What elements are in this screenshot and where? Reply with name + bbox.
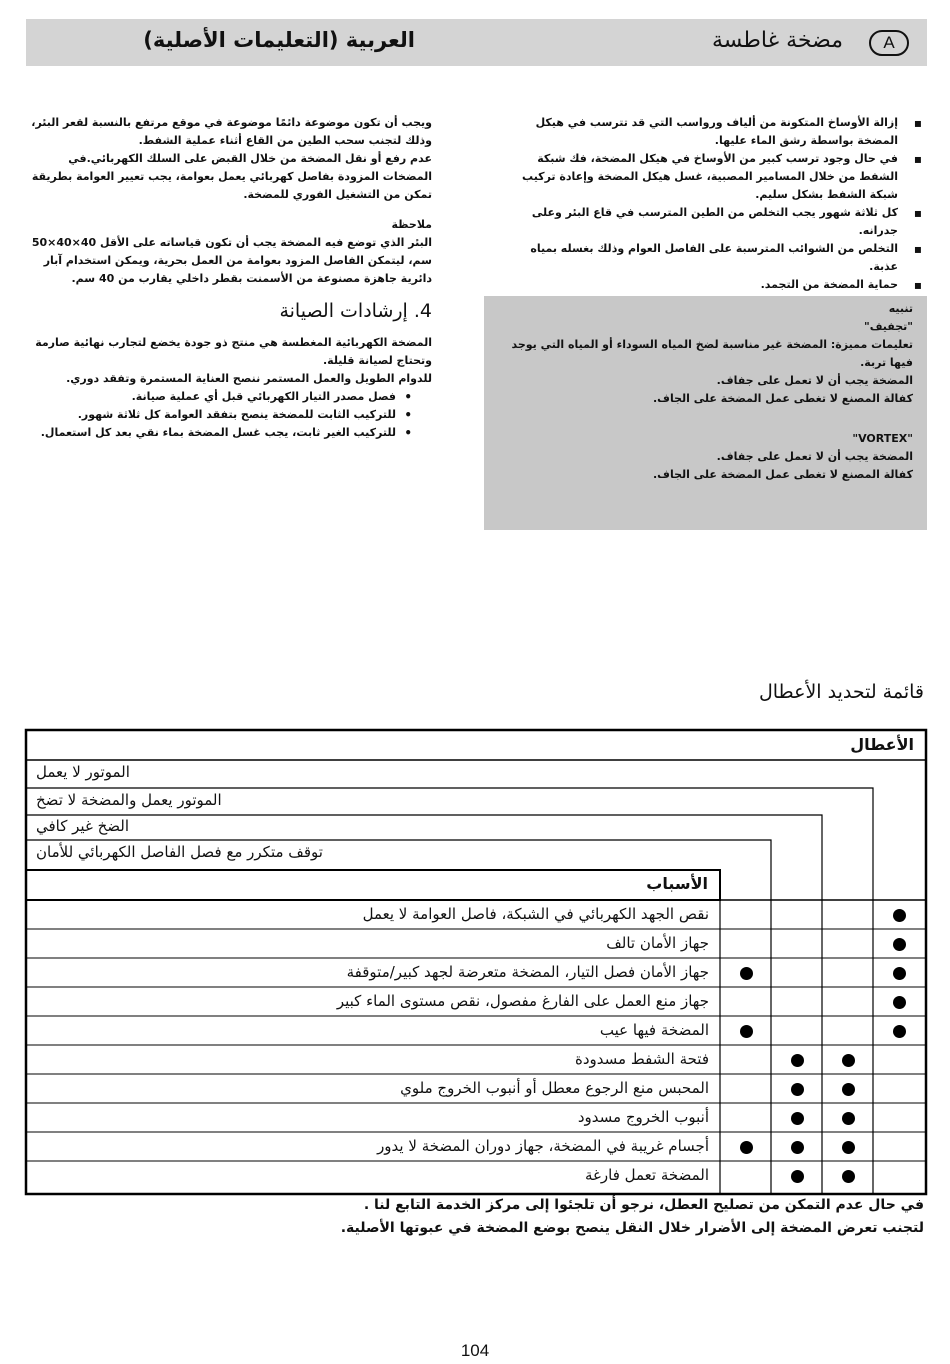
fault-label: الضخ غير كافي (36, 817, 129, 835)
language-title: العربية (التعليمات الأصلية) (143, 28, 415, 52)
fault-cause-mark (842, 1054, 855, 1067)
fault-cause-mark (842, 1083, 855, 1096)
fault-cause-mark (740, 967, 753, 980)
fault-cause-mark (893, 938, 906, 951)
section-intro: المضخة الكهربائية المغطسة هي منتج ذو جودة يخضع لتجارب نهائية صارمة وتحتاج لصيانة قليلة. (35, 336, 432, 367)
footer-line: لتجنب تعرض المضخة إلى الأضرار خلال النقل ينصح بوضع المضخة في عبوتها الأصلية. (340, 1220, 924, 1236)
warning-line: كفالة المصنع لا تغطى عمل المضخة على الجاف. (652, 392, 913, 405)
section-title: 4. إرشادات الصيانة (279, 300, 432, 322)
list-item: • للتركيب الثابت للمضخة ينصح بتفقد العوامة كل ثلاثة شهور. (26, 406, 432, 424)
fault-cause-mark (740, 1025, 753, 1038)
cause-label: نقص الجهد الكهربائي في الشبكة، فاصل العوامة لا يعمل (362, 905, 709, 923)
fault-cause-mark (842, 1112, 855, 1125)
fault-cause-mark (791, 1083, 804, 1096)
list-item: • فصل مصدر التيار الكهربائي قبل أي عملية صيانة. (26, 388, 432, 406)
cause-label: جهاز الأمان تالف (606, 934, 709, 952)
fault-label: توقف متكرر مع فصل الفاصل الكهربائي للأمان (36, 843, 323, 861)
fault-cause-mark (893, 967, 906, 980)
fault-cause-mark (791, 1141, 804, 1154)
footer-line: في حال عدم التمكن من تصليح العطل، نرجو أن تلجئوا إلى مركز الخدمة التابع لنا . (363, 1197, 924, 1213)
warning-title: تنبيه (888, 302, 913, 315)
list-item: ▪ كل ثلاثة شهور يجب التخلص من الطين المترسب في قاع البئر وعلى جدرانه. (514, 204, 924, 240)
list-item: ▪ في حال وجود ترسب كبير من الأوساخ في هيكل المضخة، فك شبكة الشفط من خلال المسامير المصبية، غسل هيكل المضخة وإعادة تركيب شبكة الشفط بشكل سليم. (514, 150, 924, 204)
vortex-label: "VORTEX" (852, 432, 913, 445)
note-text: البئر الذي توضع فيه المضخة يجب أن تكون قياساته على الأقل 40×40×50 سم، ليتمكن الفاصل المزود بعوامة من العمل بحرية، ويمكن استخدام آبار دائرية جاهزة مصنوعة من الأسمنت بقطر داخلي يقارب من 40 سم. (31, 236, 432, 285)
product-title: مضخة غاطسة (712, 28, 843, 53)
page-number: 104 (460, 1341, 490, 1360)
causes-header: الأسباب (646, 874, 708, 893)
list-item: ▪ التخلص من الشوائب المترسبة على الفاصل العوام وذلك بغسله بمياه عذبة. (514, 240, 924, 276)
cause-label: أجسام غريبة في المضخة، جهاز دوران المضخة لا يدور (377, 1137, 709, 1155)
section-badge: A (869, 30, 909, 56)
section-intro-2: للدوام الطويل والعمل المستمر ننصح العناية المستمرة وتفقد دوري. (66, 372, 432, 385)
fault-label: الموتور يعمل والمضخة لا تضخ (36, 791, 222, 809)
vortex-line: كفالة المصنع لا تغطى عمل المضخة على الجاف. (652, 468, 913, 481)
list-item: • للتركيب الغير ثابت، يجب غسل المضخة بماء نقي بعد كل استعمال. (26, 424, 432, 442)
faults-header: الأعطال (850, 735, 914, 754)
paragraph: ويجب أن تكون موضوعة دائمًا موضوعة في موقع مرتفع بالنسبة لقعر البئر، وذلك لتجنب سحب الطين من القاع أثناء عملية الشفط. (31, 116, 432, 147)
cause-label: فتحة الشفط مسدودة (575, 1050, 709, 1068)
fault-cause-mark (740, 1141, 753, 1154)
fault-cause-mark (791, 1054, 804, 1067)
cause-label: أنبوب الخروج مسدود (577, 1108, 709, 1126)
cause-label: جهاز منع العمل على الفارغ مفصول، نقص مستوى الماء كبير (336, 992, 709, 1010)
fault-cause-mark (893, 1025, 906, 1038)
list-item: ▪ حماية المضخة من التجمد. (514, 276, 924, 294)
drain-label: "تجفيف" (863, 320, 913, 333)
cause-label: المحبس منع الرجوع معطل أو أنبوب الخروج ملوي (400, 1079, 709, 1097)
fault-cause-mark (842, 1170, 855, 1183)
cause-label: جهاز الأمان فصل التيار، المضخة متعرضة لجهد كبير/متوقفة (346, 963, 709, 981)
troubleshooting-title: قائمة لتحديد الأعطال (758, 681, 924, 703)
fault-cause-mark (791, 1170, 804, 1183)
list-item: ▪ إزالة الأوساخ المتكونة من ألياف ورواسب التي قد تترسب في هيكل المضخة بواسطة رشق الماء عليها. (514, 114, 924, 150)
footer-notes (341, 1194, 924, 1240)
cause-label: المضخة تعمل فارغة (585, 1166, 709, 1184)
fault-cause-mark (893, 909, 906, 922)
paragraph: عدم رفع أو نقل المضخة من خلال القبض على السلك الكهربائي.في المضخات المزودة بفاصل كهربائي يعمل بعوامة، يجب تعيير العوامة بطريقة تمكن من التشغيل الفوري للمضخة. (31, 152, 432, 201)
cause-label: المضخة فيها عيب (599, 1021, 709, 1039)
fault-label: الموتور لا يعمل (36, 763, 130, 781)
fault-cause-mark (893, 996, 906, 1009)
fault-cause-mark (842, 1141, 855, 1154)
note-title: ملاحظة (391, 218, 432, 231)
warning-line: المضخة يجب أن لا تعمل على جفاف. (716, 374, 913, 387)
vortex-line: المضخة يجب أن لا تعمل على جفاف. (716, 450, 913, 463)
fault-cause-mark (791, 1112, 804, 1125)
features-text: تعليمات مميزة: المضخة غير مناسبة لضخ المياه السوداء أو المياه التي يوجد فيها تربة. (511, 338, 913, 369)
